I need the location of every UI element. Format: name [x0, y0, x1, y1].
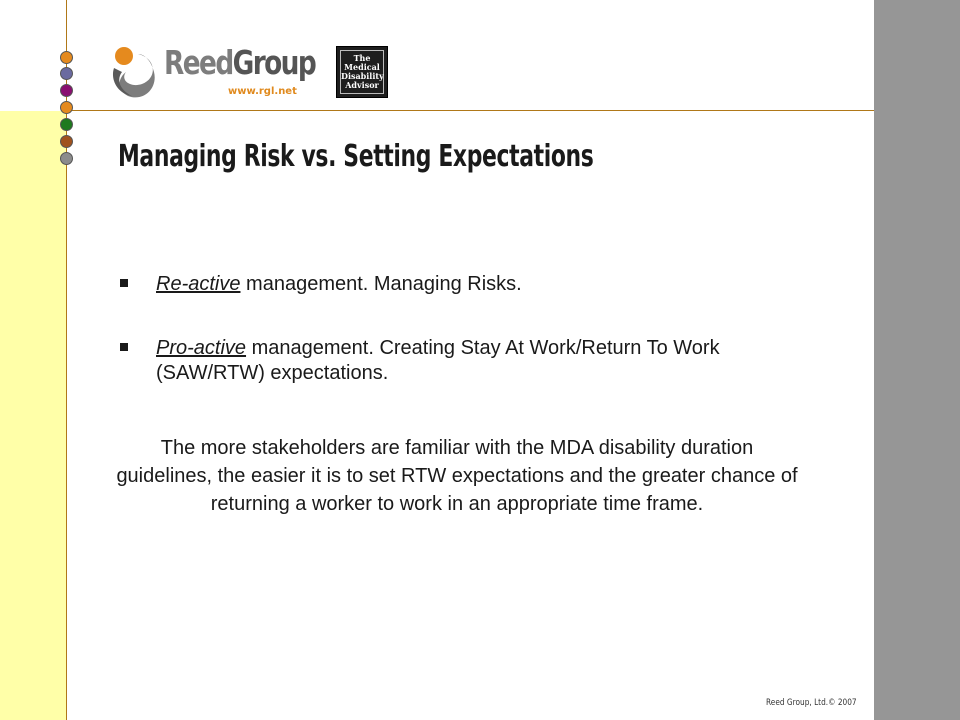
footer-copyright: Reed Group, Ltd.© 2007	[766, 698, 857, 708]
left-accent-band	[0, 111, 66, 720]
badge-line: Disability	[341, 71, 384, 81]
decor-dot	[60, 135, 73, 148]
logo-wordmark	[164, 43, 316, 82]
reedgroup-logo	[108, 42, 316, 106]
mda-badge	[336, 46, 388, 98]
body-paragraph: The more stakeholders are familiar with the MDA disability duration guidelines, the easier it is to set RTW expectations and the greater chance of returning a worker to work in an appropriate time frame.	[116, 437, 798, 515]
square-bullet-icon	[120, 343, 128, 351]
slide-title: Managing Risk vs. Setting Expectations	[118, 139, 594, 174]
mda-badge-inner	[340, 50, 384, 94]
logo-word-reed: Reed	[164, 43, 233, 82]
badge-line: Medical	[344, 62, 380, 72]
decor-dot	[60, 152, 73, 165]
decor-dot	[60, 84, 73, 97]
decor-dot	[60, 67, 73, 80]
badge-line: The	[353, 53, 371, 63]
bullet-text	[156, 336, 806, 386]
decor-dot	[60, 51, 73, 64]
bullet-emphasis: Re-active	[156, 273, 241, 295]
right-gray-band	[874, 0, 960, 720]
bullet-text	[156, 272, 806, 297]
badge-line: Advisor	[345, 80, 379, 90]
decor-dot	[60, 101, 73, 114]
header-divider	[66, 110, 874, 111]
logo-word-group: Group	[232, 43, 316, 82]
reedgroup-swirl-icon	[108, 44, 160, 104]
bullet-rest: management. Managing Risks.	[240, 273, 522, 295]
logo-url: www.rgl.net	[228, 86, 297, 97]
decor-dot	[60, 118, 73, 131]
bullet-rest: management. Creating Stay At Work/Return To Work (SAW/RTW) expectations.	[156, 337, 720, 384]
bullet-emphasis: Pro-active	[156, 337, 247, 359]
square-bullet-icon	[120, 279, 128, 287]
